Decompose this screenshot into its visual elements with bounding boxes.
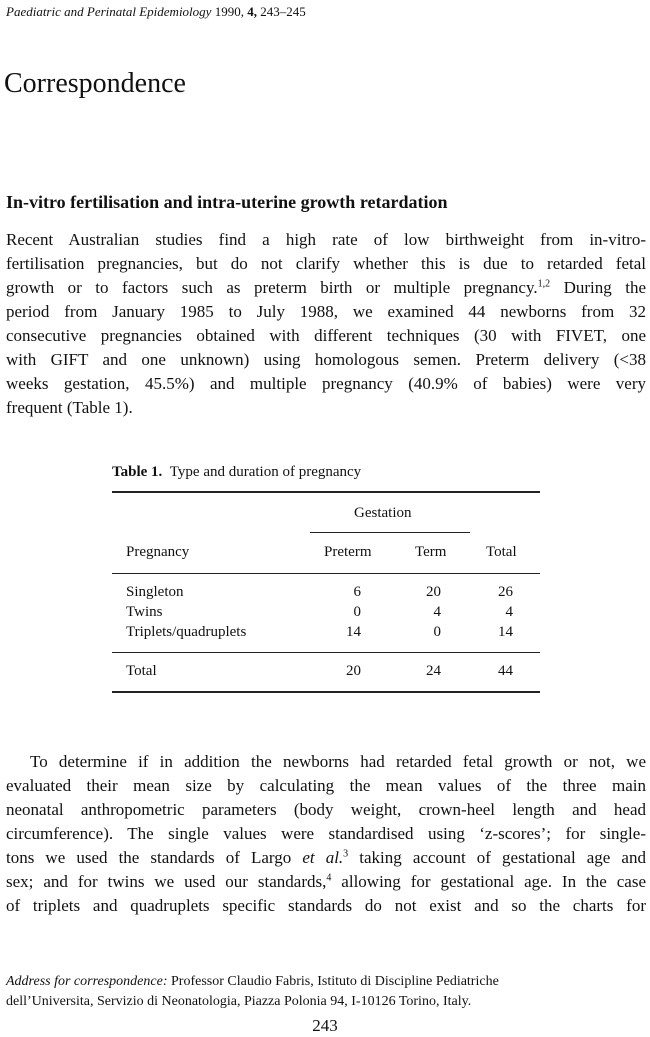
- text-line: growth or to factors such as preterm birth or multiple pregnancy.$^{1,2}$ During the: [6, 278, 646, 297]
- text-line: with GIFT and one unknown) using homologous semen. Preterm delivery (<38: [6, 350, 646, 369]
- address-label: Address for correspondence:: [6, 974, 168, 989]
- citation-sup: 3: [343, 848, 349, 860]
- column-header-pregnancy: Pregnancy: [126, 544, 190, 560]
- row-term: 4: [433, 604, 441, 620]
- table-top-rule: [112, 491, 540, 493]
- text-line: consecutive pregnancies obtained with different techniques (30 with FIVET, one: [6, 326, 646, 345]
- gestation-header: Gestation: [354, 505, 412, 521]
- row-type: Twins: [126, 604, 163, 620]
- text-line: tons we used the standards of Largo et al.$^3$ taking account of gestational age and: [6, 848, 646, 867]
- address-line-1: Professor Claudio Fabris, Istituto di Discipline Pediatriche: [167, 974, 499, 989]
- row-term: 20: [426, 584, 441, 600]
- text-line: Recent Australian studies find a high rate of low birthweight from in-vitro-: [6, 230, 646, 249]
- correspondence-address: [6, 972, 646, 1012]
- text-line: frequent (Table 1).: [6, 398, 133, 417]
- row-preterm: 14: [346, 624, 361, 640]
- row-term: 0: [433, 624, 441, 640]
- column-header-preterm: Preterm: [324, 544, 372, 560]
- citation-sup: 1,2: [537, 278, 551, 290]
- table-label: Table 1.: [112, 464, 163, 480]
- row-total: 4: [505, 604, 513, 620]
- total-label: Total: [126, 663, 157, 679]
- text-line: circumference). The single values were standardised using ‘z-scores’; for single-: [6, 824, 646, 843]
- section-title: Correspondence: [4, 68, 186, 99]
- table-caption-text: Type and duration of pregnancy: [169, 464, 362, 480]
- table-caption: [112, 464, 361, 481]
- text-line: fertilisation pregnancies, but do not clarify whether this is due to retarded fetal: [6, 254, 646, 273]
- running-head: [6, 4, 306, 20]
- article-title: In-vitro fertilisation and intra-uterine growth retardation: [6, 192, 448, 212]
- journal-pages: 243–245: [260, 4, 306, 19]
- gestation-rule: [310, 532, 470, 533]
- text-line: neonatal anthropometric parameters (body weight, crown-heel length and head: [6, 800, 646, 819]
- row-preterm: 0: [353, 604, 361, 620]
- address-line-2: dell’Universita, Servizio di Neonatologia, Piazza Polonia 94, I-10126 Torino, Italy.: [6, 994, 472, 1009]
- paragraph-1: [6, 228, 646, 420]
- header-rule: [112, 573, 540, 574]
- table-bottom-rule: [112, 691, 540, 693]
- paragraph-2: [6, 750, 646, 918]
- citation-sup: 4: [326, 872, 332, 884]
- text-line: sex; and for twins we used our standards,$^4$ allowing for gestational age. In the case: [6, 872, 646, 891]
- journal-name: Paediatric and Perinatal Epidemiology: [6, 4, 212, 19]
- text-line: of triplets and quadruplets specific standards do not exist and so the charts for: [6, 896, 646, 915]
- text-line: To determine if in addition the newborns had retarded fetal growth or not, we: [30, 752, 646, 771]
- total-total: 44: [498, 663, 513, 679]
- total-preterm: 20: [346, 663, 361, 679]
- row-type: Triplets/quadruplets: [126, 624, 247, 640]
- text-line: weeks gestation, 45.5%) and multiple pregnancy (40.9% of babies) were very: [6, 374, 646, 393]
- row-preterm: 6: [353, 584, 361, 600]
- text-line: period from January 1985 to July 1988, we examined 44 newborns from 32: [6, 302, 646, 321]
- journal-volume: 4,: [247, 4, 257, 19]
- total-rule: [112, 652, 540, 653]
- text-line: evaluated their mean size by calculating the mean values of the three main: [6, 776, 646, 795]
- row-total: 14: [498, 624, 513, 640]
- page-number: 243: [312, 1016, 338, 1035]
- column-header-term: Term: [415, 544, 447, 560]
- total-term: 24: [426, 663, 441, 679]
- journal-year: 1990,: [214, 4, 244, 19]
- row-total: 26: [498, 584, 513, 600]
- column-header-total: Total: [486, 544, 517, 560]
- row-type: Singleton: [126, 584, 184, 600]
